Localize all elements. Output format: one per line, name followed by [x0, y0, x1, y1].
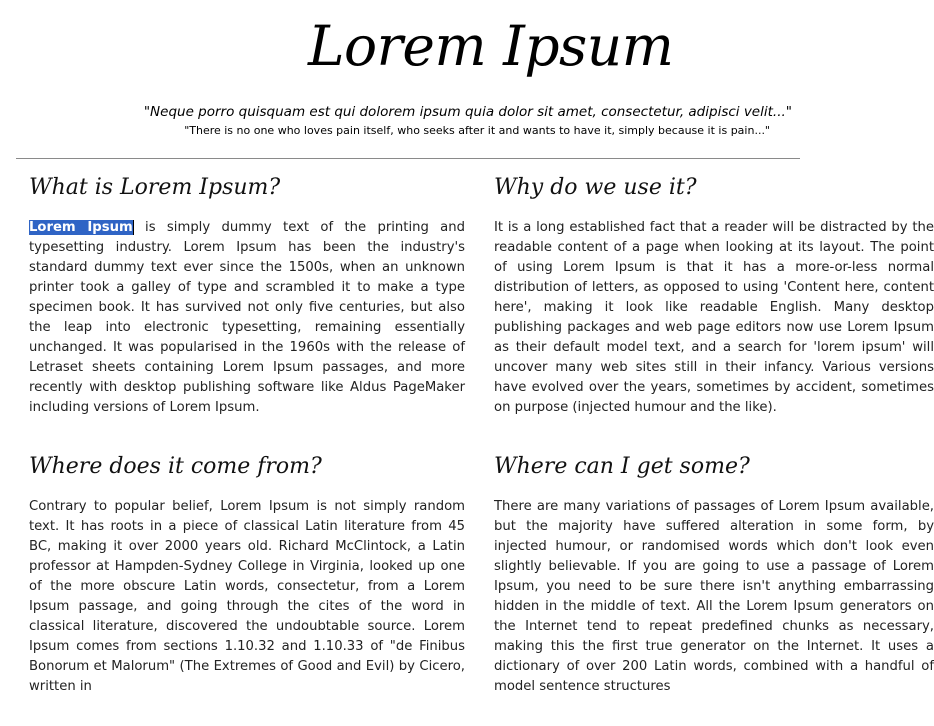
left-column — [29, 168, 465, 726]
heading-spacer — [494, 208, 934, 218]
heading-spacer — [494, 487, 934, 497]
section-body-what-is[interactable] — [29, 218, 465, 418]
section-body-where-from[interactable]: Contrary to popular belief, Lorem Ipsum is not simply random text. It has roots in a piece of classical Latin literature from 45 BC, making it over 2000 years old. Richard McClintock, a Latin professor at Hampden-Sydney College in Virginia, looked up one of the more obscure Latin words, consectetur, from a Lorem Ipsum passage, and going through the cites of the word in classical literature, discovered the undoubtable source. Lorem Ipsum comes from sections 1.10.32 and 1.10.33 of "de Finibus Bonorum et Malorum" (The Extremes of Good and Evil) by Cicero, written in — [29, 499, 465, 694]
latin-quote: "Neque porro quisquam est qui dolorem ipsum quia dolor sit amet, consectetur, adipisci velit..." — [143, 104, 792, 120]
section-body-where-get[interactable]: There are many variations of passages of Lorem Ipsum available, but the majority have suffered alteration in some form, by injected humour, or randomised words which don't look even slightly believable. If you are going to use a passage of Lorem Ipsum, you need to be sure there isn't anything embarrassing hidden in the middle of text. All the Lorem Ipsum generators on the Internet tend to repeat predefined chunks as necessary, making this the first true generator on the Internet. It uses a dictionary of over 200 Latin words, combined with a handful of model sentence structures — [494, 499, 934, 694]
right-column — [494, 168, 934, 726]
section-heading-why: Why do we use it? — [494, 175, 697, 200]
site-title: Lorem Ipsum — [308, 14, 674, 78]
header-divider — [16, 158, 800, 159]
header-banner — [0, 0, 800, 158]
section-where-get — [494, 447, 934, 697]
heading-spacer — [29, 487, 465, 497]
section-body-why[interactable]: It is a long established fact that a reader will be distracted by the readable content of a page when looking at its layout. The point of using Lorem Ipsum is that it has a more-or-less normal distribution of letters, as opposed to using 'Content here, content here', making it look like readable English. Many desktop publishing packages and web page editors now use Lorem Ipsum as their default model text, and a search for 'lorem ipsum' will uncover many web sites still in their infancy. Various versions have evolved over the years, sometimes by accident, sometimes on purpose (injected humour and the like). — [494, 220, 934, 415]
section-body-what-is-text: is simply dummy text of the printing and typesetting industry. Lorem Ipsum has been the industry's standard dummy text ever since the 1500s, when an unknown printer took a galley of type and scrambled it to make a type specimen book. It has survived not only five centuries, but also the leap into electronic typesetting, remaining essentially unchanged. It was popularised in the 1960s with the release of Letraset sheets containing Lorem Ipsum passages, and more recently with desktop publishing software like Aldus PageMaker including versions of Lorem Ipsum. — [29, 220, 465, 415]
section-why — [494, 168, 934, 418]
heading-spacer — [29, 208, 465, 218]
section-what-is — [29, 168, 465, 418]
selected-text[interactable]: Lorem Ipsum — [29, 220, 133, 235]
section-heading-where-get: Where can I get some? — [494, 454, 750, 479]
section-where-from — [29, 447, 465, 697]
section-heading-what-is: What is Lorem Ipsum? — [29, 175, 281, 200]
english-quote: "There is no one who loves pain itself, who seeks after it and wants to have it, simply because it is pain..." — [184, 124, 770, 137]
section-heading-where-from: Where does it come from? — [29, 454, 322, 479]
